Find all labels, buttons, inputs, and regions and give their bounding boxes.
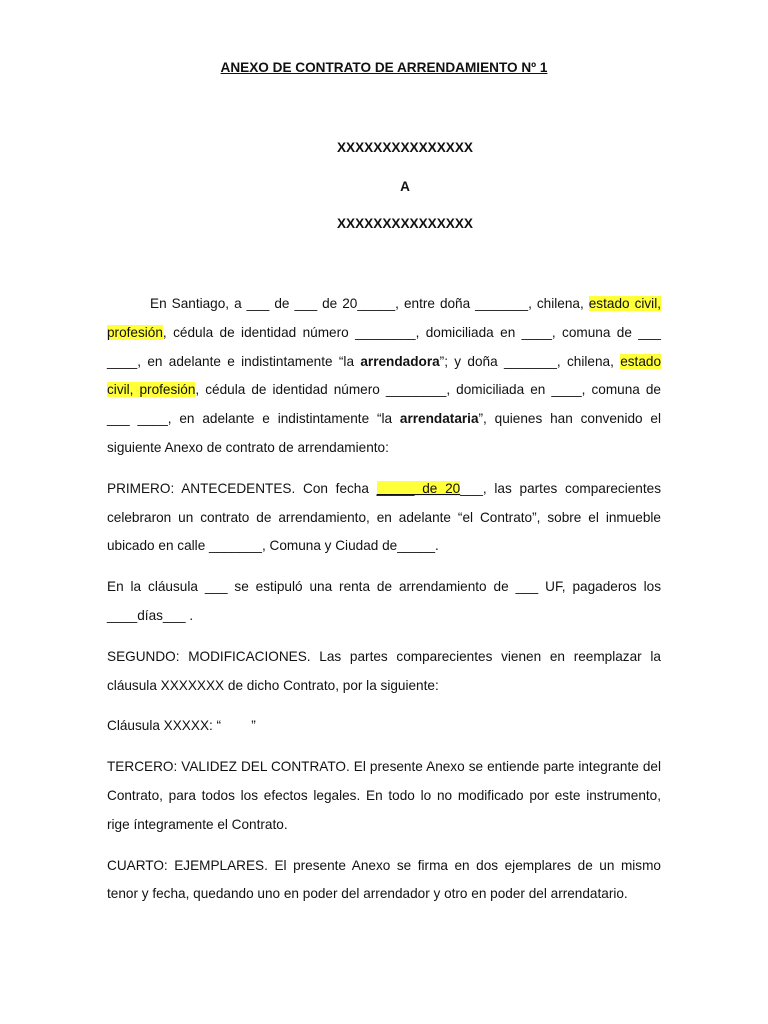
intro-text-3: ”; y doña _______, chilena, <box>439 353 621 369</box>
primero-text-2: ___, las partes comparecientes celebraron un contrato de arrendamiento, en adelante “el Contrato”, sobre el inmueble ubicado en calle _______, Comuna y Ciudad de_____. <box>107 480 661 554</box>
document-body <box>107 290 661 909</box>
intro-text-2: , cédula de identidad número ________, domiciliada en ____, comuna de ___ ____, en adelante e indistintamente “la <box>107 324 661 369</box>
highlight-fecha: _____ de 20 <box>376 480 461 496</box>
intro-text-4: , cédula de identidad número ________, domiciliada en ____, comuna de ___ ____, en adelante e indistintamente “la <box>107 382 661 427</box>
connector: A <box>400 179 410 194</box>
intro-text-1: En Santiago, a ___ de ___ de 20_____, entre doña _______, chilena, <box>150 296 589 311</box>
primero-paragraph <box>107 475 661 561</box>
renta-paragraph: En la cláusula ___ se estipuló una renta de arrendamiento de ___ UF, pagaderos los ____días___ . <box>107 579 661 623</box>
tercero-paragraph: TERCERO: VALIDEZ DEL CONTRATO. El presente Anexo se entiende parte integrante del Contrato, para todos los efectos legales. En todo lo no modificado por este instrumento, rige íntegramente el Contrato. <box>107 759 661 832</box>
intro-text-5: ”, quienes han convenido el siguiente Anexo de contrato de arrendamiento: <box>107 411 662 455</box>
term-arrendadora: arrendadora <box>360 353 440 369</box>
party-b: XXXXXXXXXXXXXXX <box>336 216 473 231</box>
segundo-paragraph: SEGUNDO: MODIFICACIONES. Las partes comparecientes vienen en reemplazar la cláusula XXXXXXX de dicho Contrato, por la siguiente: <box>107 648 661 693</box>
highlight-estado-civil-2: estado civil, profesión <box>107 353 662 398</box>
intro-paragraph <box>107 290 661 463</box>
clausula-paragraph: Cláusula XXXXX: “ ” <box>107 718 256 734</box>
highlight-estado-civil-1: estado civil, profesión <box>107 296 661 340</box>
party-a: XXXXXXXXXXXXXXX <box>336 140 473 155</box>
term-arrendataria: arrendataria <box>399 411 479 427</box>
cuarto-paragraph: CUARTO: EJEMPLARES. El presente Anexo se firma en dos ejemplares de un mismo tenor y fecha, quedando uno en poder del arrendador y otro en poder del arrendatario. <box>107 857 661 902</box>
document-title: ANEXO DE CONTRATO DE ARRENDAMIENTO Nº 1 <box>220 60 548 75</box>
primero-text-1: PRIMERO: ANTECEDENTES. Con fecha <box>107 480 377 496</box>
